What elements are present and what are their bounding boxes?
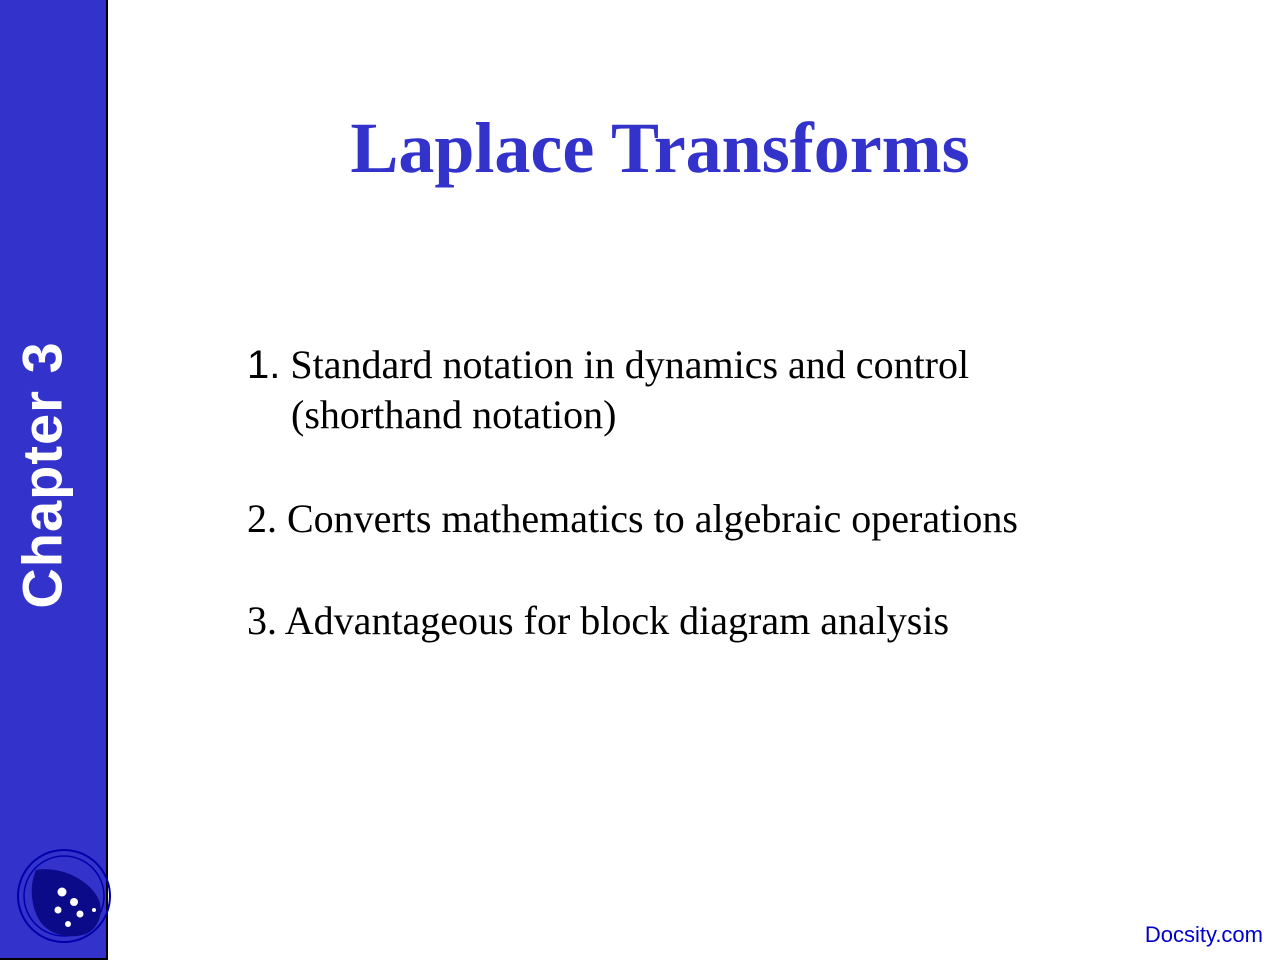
university-seal-icon — [16, 848, 116, 948]
item-number: 2. — [247, 496, 277, 541]
item-text: Standard notation in dynamics and control — [290, 342, 970, 387]
item-continuation: (shorthand notation) — [291, 392, 617, 437]
item-text: Advantageous for block diagram analysis — [284, 598, 950, 643]
list-item — [247, 596, 949, 646]
item-number: 3. — [247, 598, 277, 643]
list-item — [247, 340, 969, 440]
list-item — [247, 494, 1018, 544]
slide-title: Laplace Transforms — [350, 108, 970, 188]
footer-brand-link[interactable]: Docsity.com — [1144, 922, 1263, 947]
chapter-label: Chapter 3 — [10, 341, 74, 609]
item-number: 1. — [247, 343, 281, 387]
item-text: Converts mathematics to algebraic operations — [287, 496, 1018, 541]
